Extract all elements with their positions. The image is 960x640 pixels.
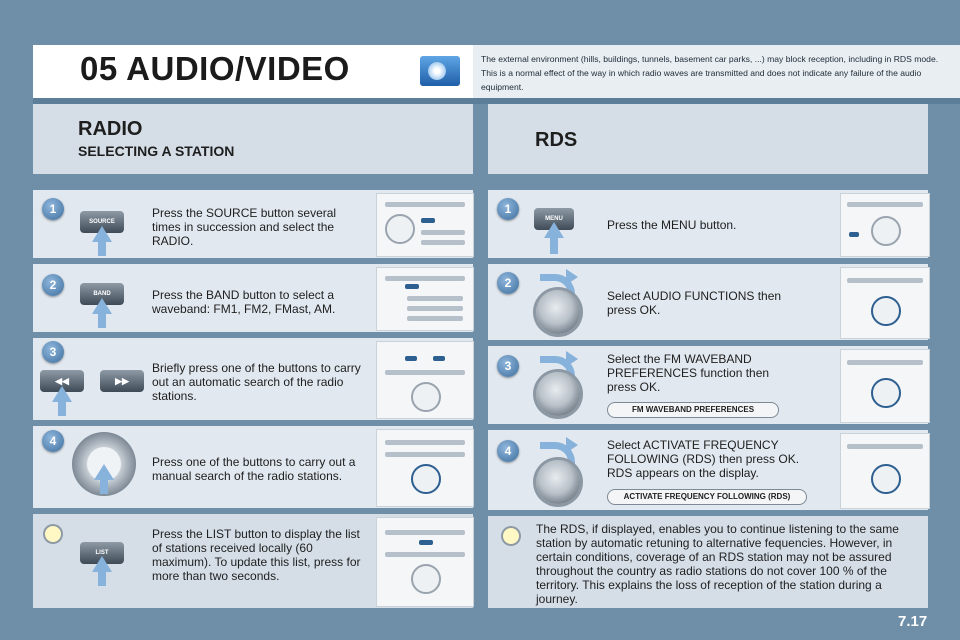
audio-unit-illustration xyxy=(376,341,474,419)
rds-step-3-text: Select the FM WAVEBAND PREFERENCES function then press OK. xyxy=(607,352,770,394)
arrow-up-icon xyxy=(544,222,564,238)
rds-step-2-text: Select AUDIO FUNCTIONS then press OK. xyxy=(607,289,782,317)
source-button[interactable]: SOURCE xyxy=(80,211,124,233)
audio-unit-illustration xyxy=(376,267,474,331)
step-number: 1 xyxy=(42,198,64,220)
rds-tip-text: The RDS, if displayed, enables you to continue listening to the same station by automatic retuning to alternative fequencies. However, in certain conditions, coverage of an RDS station may not be assured throughout the country as radio stations do not cover 100 % of the territory. This explains the loss of reception of the station during a journey. xyxy=(536,522,899,606)
audio-unit-illustration xyxy=(840,349,930,423)
ok-dial[interactable] xyxy=(536,290,580,334)
menu-button[interactable]: MENU xyxy=(534,208,574,230)
step-number: 4 xyxy=(497,440,519,462)
arrow-up-icon xyxy=(92,556,112,572)
step-number: 1 xyxy=(497,198,519,220)
tip-bulb-icon xyxy=(503,528,519,544)
step-number: 3 xyxy=(42,341,64,363)
page-title: 05 AUDIO/VIDEO xyxy=(80,50,350,87)
step-number: 3 xyxy=(497,355,519,377)
ok-dial[interactable] xyxy=(536,460,580,504)
menu-label-badge: ACTIVATE FREQUENCY FOLLOWING (RDS) xyxy=(607,489,807,505)
tip-bulb-icon xyxy=(45,526,61,542)
step-number: 4 xyxy=(42,430,64,452)
arrow-up-icon xyxy=(550,236,558,254)
list-button[interactable]: LIST xyxy=(80,542,124,564)
arrow-head-icon xyxy=(566,437,578,453)
audio-unit-illustration xyxy=(376,193,474,257)
rds-heading: RDS xyxy=(535,129,578,151)
audio-unit-illustration xyxy=(376,429,474,507)
arrow-head-icon xyxy=(566,351,578,367)
arrow-up-icon xyxy=(52,386,72,402)
radio-tip-text: Press the LIST button to display the list of stations received locally (60 maximum). To update this list, press for more than two seconds. xyxy=(152,527,361,583)
ok-dial[interactable] xyxy=(536,372,580,416)
radio-step-4-text: Press one of the buttons to carry out a manual search of the radio stations. xyxy=(152,455,356,483)
menu-label-badge: FM WAVEBAND PREFERENCES xyxy=(607,402,779,418)
arrow-up-icon xyxy=(98,570,106,586)
audio-unit-illustration xyxy=(840,433,930,509)
arrow-up-icon xyxy=(100,478,108,494)
arrow-up-icon xyxy=(98,312,106,328)
band-button[interactable]: BAND xyxy=(80,283,124,305)
disc-icon xyxy=(428,62,446,80)
rds-step-1-text: Press the MENU button. xyxy=(607,218,737,232)
audio-unit-illustration xyxy=(376,517,474,607)
page-number: 7.17 xyxy=(898,613,928,630)
arrow-up-icon xyxy=(98,240,106,256)
radio-step-3-text: Briefly press one of the buttons to carry out an automatic search of the radio stations. xyxy=(152,361,361,403)
radio-subheading: SELECTING A STATION xyxy=(78,143,235,159)
seek-back-button[interactable]: ◀◀ xyxy=(40,370,84,392)
step-number: 2 xyxy=(497,272,519,294)
arrow-up-icon xyxy=(58,400,66,416)
arrow-head-icon xyxy=(566,269,578,285)
radio-step-2-text: Press the BAND button to select a waveband: FM1, FM2, FMast, AM. xyxy=(152,288,336,316)
step-number: 2 xyxy=(42,274,64,296)
audio-unit-illustration xyxy=(840,267,930,339)
reception-note: The external environment (hills, buildings, tunnels, basement car parks, ...) may block reception, including in RDS mode. This is a normal effect of the way in which radio waves are transmitted and does not indicate any failure of the audio equipment. xyxy=(481,54,939,92)
arrow-up-icon xyxy=(94,464,114,480)
radio-step-1-text: Press the SOURCE button several times in succession and select the RADIO. xyxy=(152,206,337,248)
seek-forward-button[interactable]: ▶▶ xyxy=(100,370,144,392)
rds-step-4-text: Select ACTIVATE FREQUENCY FOLLOWING (RDS) then press OK. RDS appears on the display. xyxy=(607,438,800,480)
arrow-up-icon xyxy=(92,298,112,314)
radio-heading: RADIO xyxy=(78,118,143,140)
arrow-up-icon xyxy=(92,226,112,242)
audio-unit-illustration xyxy=(840,193,930,257)
